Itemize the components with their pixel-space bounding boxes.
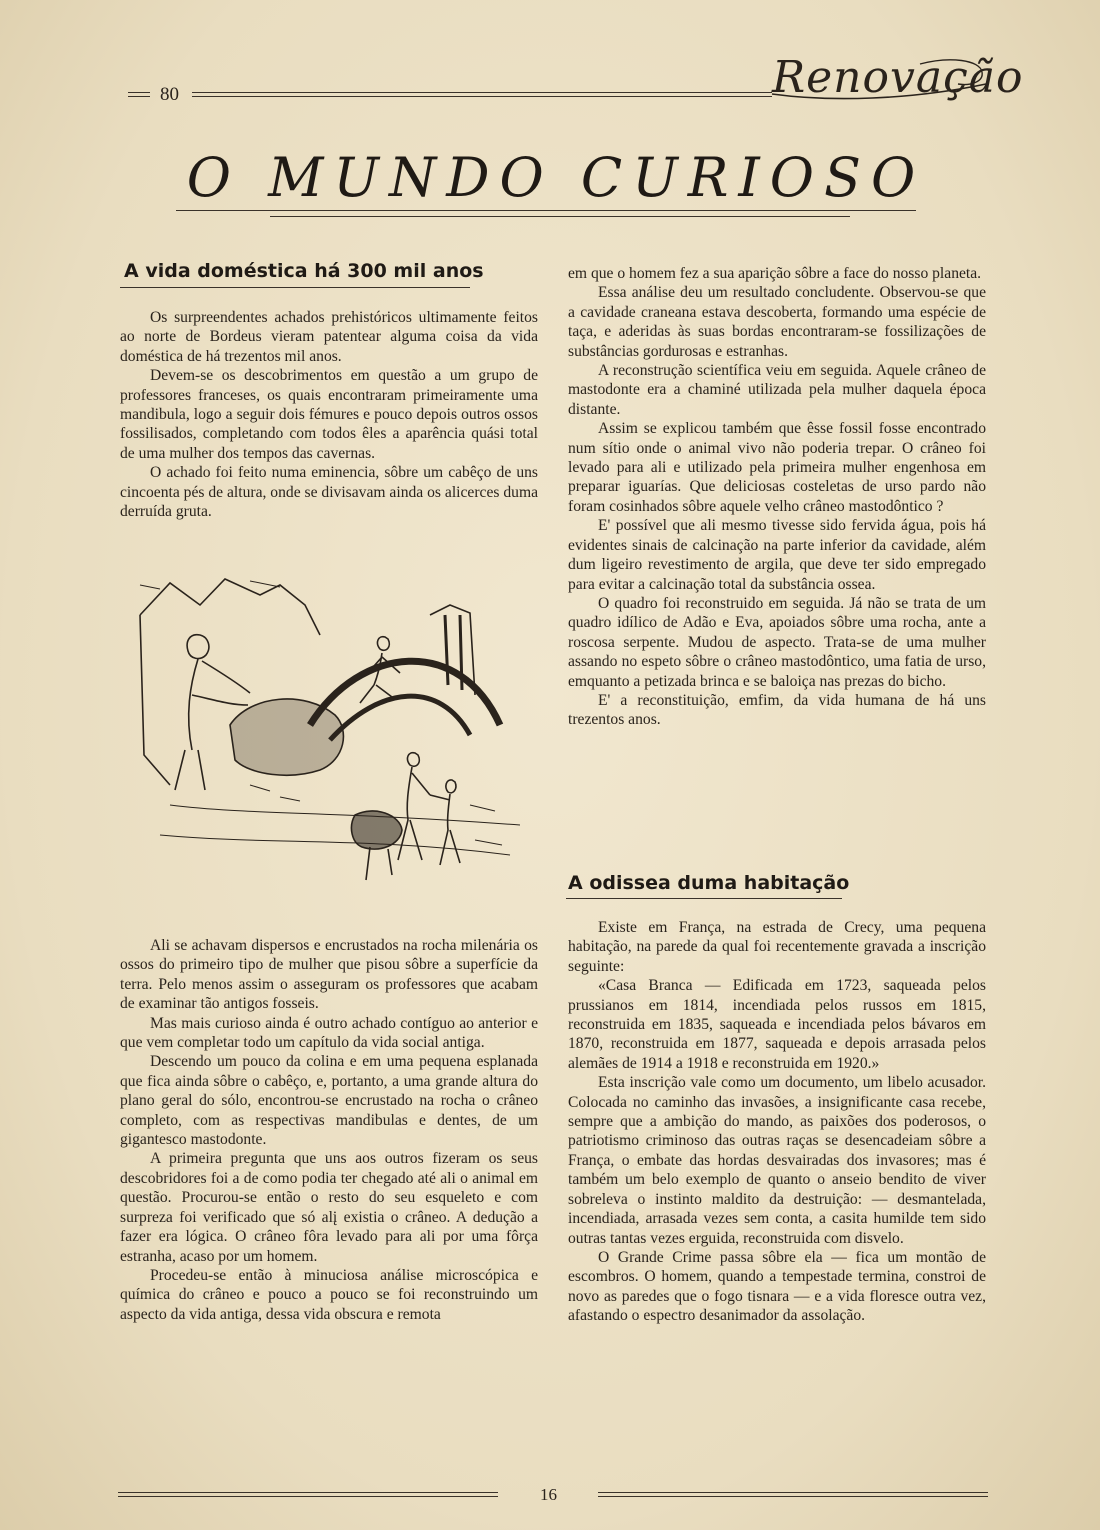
page-number-top: 80 — [160, 84, 179, 105]
footer-rule-right — [598, 1492, 988, 1497]
paragraph: A primeira pregunta que uns aos outros fizeram os seus descobridores foi a de como podia ter chegado até ali o animal em questão. Procurou-se então o resto do seu esqueleto e com surpreza foi verificado que só alį existia o crâneo. A dedução a fazer era lógica. O crâneo fôra levado para ali por uma fôrça estranha, acaso por um homem. — [120, 1150, 538, 1265]
paragraph: Existe em França, na estrada de Crecy, uma pequena habitação, na parede da qual foi recentemente gravada a inscrição seguinte: — [568, 919, 986, 975]
paragraph: Ali se achavam dispersos e encrustados na rocha milenária os ossos do primeiro tipo de mulher que pisou sôbre a superfície da terra. Pelo menos assim o asseguram os professores que acabam de examinar tão antigos fosseis. — [120, 937, 538, 1013]
paragraph: Mas mais curioso ainda é outro achado contíguo ao anterior e que vem completar todo um capítulo da vida social antiga. — [120, 1014, 538, 1052]
paragraph: A reconstrução scientífica veiu em seguida. Aquele crâneo de mastodonte era a chaminé utilizada pela mulher daquela época distante. — [568, 362, 986, 418]
title-rule-2 — [270, 216, 850, 217]
page-title: O MUNDO CURIOSO — [186, 146, 926, 209]
paragraph: Essa análise deu um resultado concludente. Observou-se que a cavidade craneana estava descoberta, formando uma espécie de taça, e aderidas às suas bordas encontraram-se fossilizações de substâncias gordurosas e estranhas. — [568, 284, 986, 360]
article2-heading-rule — [566, 898, 842, 899]
paragraph: Procedeu-se então à minuciosa análise microscópica e química do crâneo e pouco a pouco se foi reconstruindo um aspecto da vida antiga, dessa vida obscura e remota — [120, 1266, 538, 1323]
article1-heading-rule — [120, 287, 470, 288]
paragraph: O achado foi feito numa eminencia, sôbre um cabêço de uns cincoenta pés de altura, onde se divisavam ainda os alicerces duma derruída gruta. — [120, 464, 538, 521]
paragraph: Assim se explicou também que êsse fossil fosse encontrado num sítio onde o animal vivo não poderia trepar. O crâneo foi levado para ali e utilizado pela primeira mulher engenhosa em preparar iguarías. Que deliciosas costeletas de urso pardo não foram cosinhados sôbre aquele velho crâneo mastodôntico ? — [568, 420, 986, 515]
paragraph-continuation: em que o homem fez a sua aparição sôbre a face do nosso planeta. — [568, 265, 982, 282]
paragraph: Descendo um pouco da colina e em uma pequena esplanada que fica ainda sôbre o cabêço, e, portanto, a uma grande altura do plano geral do sólo, encontrou-se encrustado na rocha o crâneo completo, com as respectivas mandibulas e dentes, de um gigantesco mastodonte. — [120, 1053, 538, 1149]
left-column-top — [120, 308, 538, 521]
right-column-article2 — [568, 918, 986, 1326]
paragraph: O Grande Crime passa sôbre ela — fica um montão de escombros. O homem, quando a tempestade termina, constroi de novo as paredes que o fogo tisnara — e a vida floresce outra vez, afastando o espectro desanimador da assolação. — [568, 1248, 986, 1325]
paragraph: E' possível que ali mesmo tivesse sido fervida água, pois há evidentes sinais de calcinação na parte inferior da cavidade, além dum ligeiro revestimento de argila, que deve ter sido empregado para evitar a calcinação total da substância ossea. — [568, 517, 986, 593]
header-rule-left — [128, 92, 150, 97]
title-rule-1 — [176, 210, 916, 211]
left-column-bottom — [120, 936, 538, 1324]
page-number-bottom: 16 — [540, 1485, 557, 1504]
article2-heading: A odissea duma habitação — [568, 872, 850, 894]
paragraph: Esta inscrição vale como um documento, um libelo acusador. Colocada no caminho das invasões, a insignificante casa recebe, sempre que a ambição do mando, as paixões dos poderosos, o patriotismo criminoso das outras raças se desencadeiam sôbre a França, o embate das hordas desvairadas dos invasores; mas é também um belo exemplo de quanto o anseio bendito de viver sobreleva o instinto maldito da destruição: — desmantelada, incendiada, arrasada vezes sem conta, a casita humilde tem sido outras tantas vezes erguida, reconstruida com disvelo. — [568, 1074, 986, 1247]
paragraph: Os surpreendentes achados prehistóricos ultimamente feitos ao norte de Bordeus vieram patentear alguma coisa da vida doméstica de há trezentos mil anos. — [120, 309, 538, 365]
paragraph: «Casa Branca — Edificada em 1723, saqueada pelos prussianos em 1814, incendiada pelos russos em 1815, reconstruida em 1835, saqueada e incendiada pelos bávaros em 1870, reconstruida em 1877, saqueada e depois arrasada pelos alemães de 1914 a 1918 e reconstruida em 1920.» — [568, 977, 986, 1072]
right-column-article1 — [568, 264, 986, 730]
paragraph: E' a reconstituição, emfim, da vida humana de há uns trezentos anos. — [568, 691, 986, 729]
paragraph: Devem-se os descobrimentos em questão a um grupo de professores franceses, os quais encontraram primeiramente uma mandibula, logo a seguir dois fémures e pouco depois outros ossos fossilisados, completando com todos êles a aparência quási total de uma mulher dos tempos das cavernas. — [120, 367, 538, 462]
masthead-title: Renovação — [772, 52, 1024, 103]
article1-heading: A vida doméstica há 300 mil anos — [124, 260, 484, 282]
paragraph: O quadro foi reconstruido em seguida. Já não se trata de um quadro idílico de Adão e Eva, apoiados sôbre uma rocha, ante a roscosa serpente. Mudou de aspecto. Trata-se de uma mulher assando no espeto sôbre o crâneo mastodôntico, uma fatia de urso, emquanto a petizada brinca e se baloiça nas prezas do bicho. — [568, 594, 986, 690]
prehistoric-scene-illustration — [130, 575, 530, 905]
footer-rule-left — [118, 1492, 498, 1497]
header-rule-long — [192, 92, 772, 97]
